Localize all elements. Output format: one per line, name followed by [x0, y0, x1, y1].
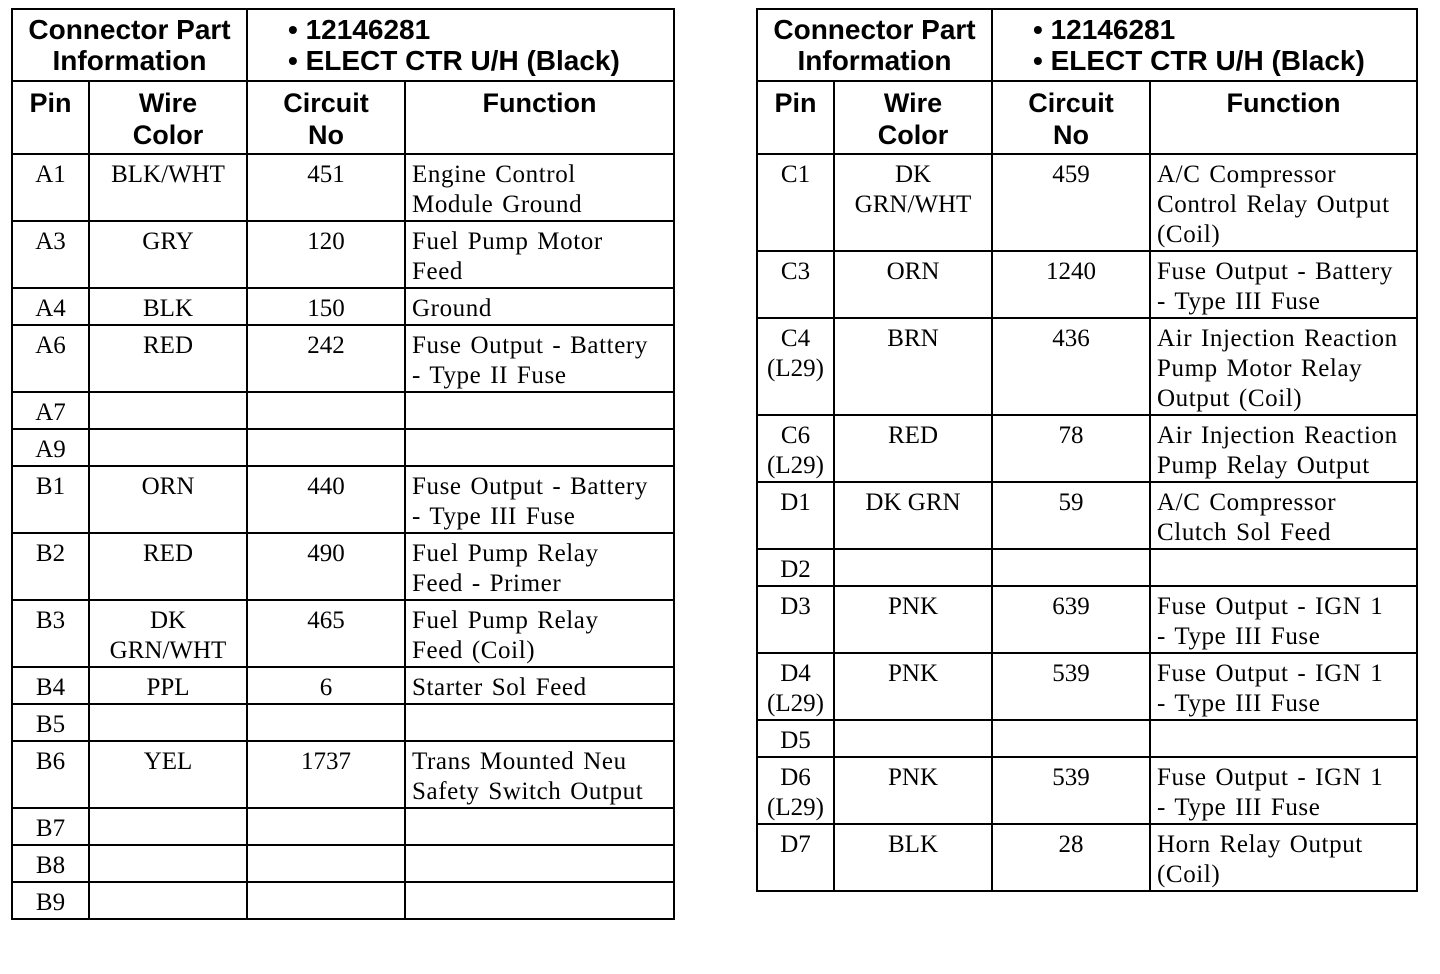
circuit-cell: 539 — [992, 653, 1150, 720]
table-row — [757, 318, 1417, 415]
pin-cell-line: (L29) — [767, 794, 824, 821]
function-cell-line: Fuse Output - Battery — [412, 473, 648, 500]
pin-cell-line: C1 — [780, 161, 811, 188]
pin-cell — [757, 251, 834, 318]
function-cell-line: Fuse Output - IGN 1 — [1157, 660, 1384, 687]
function-cell — [1150, 251, 1417, 318]
function-cell — [405, 221, 674, 288]
function-cell — [1150, 318, 1417, 415]
wire-color-cell — [89, 392, 247, 429]
function-cell-line: - Type II Fuse — [412, 362, 567, 389]
function-cell-line: Feed — [412, 258, 463, 285]
function-cell-line: Feed (Coil) — [412, 637, 536, 664]
pin-column-header — [757, 81, 834, 154]
pin-cell — [12, 466, 89, 533]
function-cell-line: Fuse Output - IGN 1 — [1157, 764, 1384, 791]
function-cell-line: Control Relay Output — [1157, 191, 1390, 218]
pin-cell — [12, 533, 89, 600]
wire-color-cell — [89, 667, 247, 704]
wire-color-cell — [834, 482, 992, 549]
wire-color-cell — [834, 824, 992, 891]
function-column-header — [405, 81, 674, 154]
pin-cell-line: A6 — [35, 332, 66, 359]
circuit-cell: 1737 — [247, 741, 405, 808]
wire-color-cell — [834, 757, 992, 824]
function-cell — [405, 533, 674, 600]
circuit-cell: 436 — [992, 318, 1150, 415]
wire-color-cell — [89, 325, 247, 392]
pin-cell-line: A7 — [35, 399, 66, 426]
wire-color-cell-line: GRN/WHT — [109, 637, 227, 664]
pin-cell-line: D4 — [780, 660, 811, 687]
pin-cell-line: B9 — [35, 889, 66, 916]
wire-color-cell-line: GRN/WHT — [854, 191, 972, 218]
wire-color-header-line-2: Color — [877, 120, 949, 150]
wire-color-cell — [834, 251, 992, 318]
wire-color-cell-line: YEL — [143, 748, 193, 775]
wire-color-cell — [834, 318, 992, 415]
pin-header-text: Pin — [29, 88, 72, 118]
table-row — [12, 882, 674, 919]
circuit-cell: 451 — [247, 154, 405, 221]
table-row — [757, 549, 1417, 586]
pin-cell-line: B5 — [35, 711, 66, 738]
circuit-header-line-2: No — [1053, 120, 1089, 150]
pin-cell — [757, 415, 834, 482]
function-cell — [405, 288, 674, 325]
function-cell — [1150, 720, 1417, 757]
circuit-cell: 150 — [247, 288, 405, 325]
circuit-cell: 465 — [247, 600, 405, 667]
function-cell-line: Engine Control — [412, 161, 576, 188]
pin-cell-line: (L29) — [767, 452, 824, 479]
function-header-text: Function — [482, 88, 597, 118]
wire-color-cell — [89, 808, 247, 845]
wire-color-cell-line: GRY — [142, 228, 194, 255]
pin-cell-line: C3 — [780, 258, 811, 285]
table-row — [12, 288, 674, 325]
wire-color-cell-line: PNK — [887, 660, 938, 687]
wire-color-cell-line: ORN — [141, 473, 195, 500]
wire-color-cell-line: DK GRN — [865, 489, 961, 516]
pin-cell-line: B6 — [35, 748, 66, 775]
pin-header-text: Pin — [774, 88, 817, 118]
function-cell-line: Fuse Output - Battery — [1157, 258, 1393, 285]
wire-color-cell-line: BRN — [887, 325, 939, 352]
pin-cell — [12, 845, 89, 882]
table-row — [12, 845, 674, 882]
function-cell — [405, 808, 674, 845]
circuit-header-line-1: Circuit — [1028, 88, 1114, 118]
function-cell-line: Pump Relay Output — [1157, 452, 1370, 479]
pin-cell — [12, 667, 89, 704]
circuit-cell — [247, 704, 405, 741]
table-row — [757, 482, 1417, 549]
wire-color-column-header — [834, 81, 992, 154]
function-cell-line: - Type III Fuse — [412, 503, 576, 530]
wire-color-cell-line: RED — [143, 332, 193, 359]
table-row — [757, 154, 1417, 251]
wire-color-cell — [89, 704, 247, 741]
pin-cell — [12, 808, 89, 845]
function-cell — [405, 704, 674, 741]
wire-color-cell-line: PNK — [887, 593, 938, 620]
function-cell-line: Starter Sol Feed — [412, 674, 587, 701]
circuit-cell — [992, 549, 1150, 586]
pin-cell-line: D7 — [780, 831, 811, 858]
function-cell-line: Output (Coil) — [1157, 385, 1303, 412]
function-cell-line: Clutch Sol Feed — [1157, 519, 1332, 546]
wire-color-cell — [89, 429, 247, 466]
pin-cell-line: A9 — [35, 436, 66, 463]
table-row — [12, 667, 674, 704]
connector-info-line-1: Connector Part — [28, 14, 231, 45]
circuit-cell: 490 — [247, 533, 405, 600]
pin-cell — [12, 392, 89, 429]
table-row — [12, 741, 674, 808]
table-row — [12, 392, 674, 429]
wire-color-cell — [89, 533, 247, 600]
connector-info-line-2: Information — [52, 45, 207, 76]
circuit-no-column-header — [247, 81, 405, 154]
pin-cell-line: (L29) — [767, 355, 824, 382]
circuit-cell — [247, 845, 405, 882]
circuit-cell: 78 — [992, 415, 1150, 482]
table-row — [12, 808, 674, 845]
wire-color-cell-line: ORN — [886, 258, 940, 285]
circuit-cell: 1240 — [992, 251, 1150, 318]
function-cell-line: (Coil) — [1157, 221, 1221, 248]
pin-cell-line: A4 — [35, 295, 66, 322]
wire-color-cell-line: BLK/WHT — [111, 161, 225, 188]
pin-cell-line: D6 — [780, 764, 811, 791]
wire-color-cell-line: RED — [143, 540, 193, 567]
pin-cell-line: (L29) — [767, 690, 824, 717]
circuit-cell: 639 — [992, 586, 1150, 653]
connector-info-value — [992, 9, 1417, 81]
function-cell — [405, 325, 674, 392]
circuit-cell — [992, 720, 1150, 757]
table-body — [757, 154, 1417, 891]
circuit-cell: 459 — [992, 154, 1150, 251]
pin-cell-line: D5 — [780, 727, 811, 754]
pin-cell-line: B8 — [35, 852, 66, 879]
wire-color-header-line-1: Wire — [883, 88, 943, 118]
wire-color-cell — [89, 221, 247, 288]
pin-cell — [757, 549, 834, 586]
wire-color-cell — [834, 549, 992, 586]
circuit-cell — [247, 808, 405, 845]
function-cell — [1150, 586, 1417, 653]
function-cell-line: Trans Mounted Neu — [412, 748, 627, 775]
function-cell — [1150, 824, 1417, 891]
function-cell-line: - Type III Fuse — [1157, 288, 1321, 315]
wire-color-cell-line: RED — [888, 422, 938, 449]
pin-cell-line: B1 — [35, 473, 66, 500]
function-cell — [405, 466, 674, 533]
table-row — [12, 221, 674, 288]
function-cell — [405, 882, 674, 919]
wire-color-cell — [834, 415, 992, 482]
function-cell — [1150, 757, 1417, 824]
circuit-cell: 59 — [992, 482, 1150, 549]
pin-cell — [12, 154, 89, 221]
wire-color-column-header — [89, 81, 247, 154]
wire-color-header-line-1: Wire — [138, 88, 198, 118]
table-row — [12, 600, 674, 667]
pin-cell-line: C6 — [780, 422, 811, 449]
pin-cell-line: B3 — [35, 607, 66, 634]
function-cell-line: Horn Relay Output — [1157, 831, 1363, 858]
table-row — [757, 720, 1417, 757]
function-cell — [1150, 415, 1417, 482]
pin-cell — [757, 824, 834, 891]
pin-cell-line: B7 — [35, 815, 66, 842]
table-body — [12, 154, 674, 919]
function-cell-line: Feed - Primer — [412, 570, 562, 597]
connector-info-value — [247, 9, 674, 81]
wire-color-cell-line: DK — [894, 161, 932, 188]
function-cell-line: - Type III Fuse — [1157, 794, 1321, 821]
wire-color-cell — [89, 154, 247, 221]
pin-cell — [757, 757, 834, 824]
circuit-no-column-header — [992, 81, 1150, 154]
pin-cell — [757, 720, 834, 757]
function-cell — [405, 667, 674, 704]
function-cell-line: Air Injection Reaction — [1157, 422, 1398, 449]
circuit-cell: 6 — [247, 667, 405, 704]
function-cell-line: Fuse Output - Battery — [412, 332, 648, 359]
function-cell-line: - Type III Fuse — [1157, 690, 1321, 717]
circuit-header-line-2: No — [308, 120, 344, 150]
pin-cell — [757, 482, 834, 549]
function-cell-line: Module Ground — [412, 191, 583, 218]
wire-color-cell-line: BLK — [888, 831, 938, 858]
function-cell-line: (Coil) — [1157, 861, 1221, 888]
connector-name: • ELECT CTR U/H (Black) — [1033, 45, 1365, 76]
connector-info-line-1: Connector Part — [773, 14, 976, 45]
circuit-cell — [247, 882, 405, 919]
wire-color-cell — [834, 586, 992, 653]
pin-cell — [12, 600, 89, 667]
wire-color-cell-line: DK — [149, 607, 187, 634]
pin-cell — [12, 741, 89, 808]
function-cell-line: Fuel Pump Relay — [412, 540, 599, 567]
circuit-cell — [247, 429, 405, 466]
table-row — [12, 466, 674, 533]
wire-color-cell — [89, 466, 247, 533]
circuit-cell: 242 — [247, 325, 405, 392]
connector-info-line-2: Information — [797, 45, 952, 76]
pin-cell — [757, 154, 834, 251]
pin-cell — [12, 704, 89, 741]
wire-color-cell-line: BLK — [143, 295, 193, 322]
wire-color-cell — [89, 600, 247, 667]
function-header-text: Function — [1226, 88, 1341, 118]
wire-color-cell — [89, 288, 247, 325]
table-row — [757, 824, 1417, 891]
pin-cell — [12, 221, 89, 288]
pin-cell-line: D1 — [780, 489, 811, 516]
pin-cell-line: C4 — [780, 325, 811, 352]
wire-color-header-line-2: Color — [132, 120, 204, 150]
function-cell — [1150, 653, 1417, 720]
connector-table-left — [11, 8, 675, 920]
circuit-header-line-1: Circuit — [283, 88, 369, 118]
connector-info-label — [12, 9, 247, 81]
function-cell — [405, 741, 674, 808]
pin-cell-line: A3 — [35, 228, 66, 255]
table-row — [12, 704, 674, 741]
function-cell-line: A/C Compressor — [1157, 161, 1337, 188]
function-column-header — [1150, 81, 1417, 154]
wire-color-cell — [89, 845, 247, 882]
table-row — [12, 154, 674, 221]
function-cell-line: Air Injection Reaction — [1157, 325, 1398, 352]
part-number: • 12146281 — [1033, 14, 1176, 45]
pin-cell — [757, 586, 834, 653]
wire-color-cell-line: PPL — [146, 674, 190, 701]
pin-cell-line: B4 — [35, 674, 66, 701]
function-cell — [405, 600, 674, 667]
pin-cell-line: D2 — [780, 556, 811, 583]
circuit-cell: 120 — [247, 221, 405, 288]
pin-cell — [12, 288, 89, 325]
function-cell — [1150, 154, 1417, 251]
function-cell — [405, 429, 674, 466]
circuit-cell: 28 — [992, 824, 1150, 891]
circuit-cell: 440 — [247, 466, 405, 533]
table-row — [757, 415, 1417, 482]
table-row — [12, 533, 674, 600]
wire-color-cell — [834, 154, 992, 251]
pin-cell — [757, 318, 834, 415]
function-cell — [405, 154, 674, 221]
function-cell — [405, 845, 674, 882]
function-cell-line: Safety Switch Output — [412, 778, 644, 805]
wire-color-cell — [834, 720, 992, 757]
pin-cell — [12, 882, 89, 919]
pin-cell — [12, 429, 89, 466]
function-cell-line: Fuel Pump Relay — [412, 607, 599, 634]
circuit-cell: 539 — [992, 757, 1150, 824]
function-cell-line: Ground — [412, 295, 492, 322]
connector-info-label — [757, 9, 992, 81]
function-cell-line: A/C Compressor — [1157, 489, 1337, 516]
function-cell — [1150, 549, 1417, 586]
pin-cell — [12, 325, 89, 392]
function-cell-line: Fuse Output - IGN 1 — [1157, 593, 1384, 620]
connector-name: • ELECT CTR U/H (Black) — [288, 45, 620, 76]
table-row — [12, 429, 674, 466]
function-cell-line: Fuel Pump Motor — [412, 228, 603, 255]
function-cell — [405, 392, 674, 429]
wire-color-cell-line: PNK — [887, 764, 938, 791]
wire-color-cell — [834, 653, 992, 720]
table-row — [757, 757, 1417, 824]
wire-color-cell — [89, 882, 247, 919]
function-cell-line: Pump Motor Relay — [1157, 355, 1363, 382]
connector-table-right — [756, 8, 1418, 892]
pin-cell-line: A1 — [35, 161, 66, 188]
pin-cell — [757, 653, 834, 720]
table-row — [757, 586, 1417, 653]
wire-color-cell — [89, 741, 247, 808]
function-cell — [1150, 482, 1417, 549]
pin-column-header — [12, 81, 89, 154]
table-row — [757, 251, 1417, 318]
pin-cell-line: D3 — [780, 593, 811, 620]
table-row — [757, 653, 1417, 720]
circuit-cell — [247, 392, 405, 429]
function-cell-line: - Type III Fuse — [1157, 623, 1321, 650]
pin-cell-line: B2 — [35, 540, 66, 567]
table-row — [12, 325, 674, 392]
part-number: • 12146281 — [288, 14, 431, 45]
